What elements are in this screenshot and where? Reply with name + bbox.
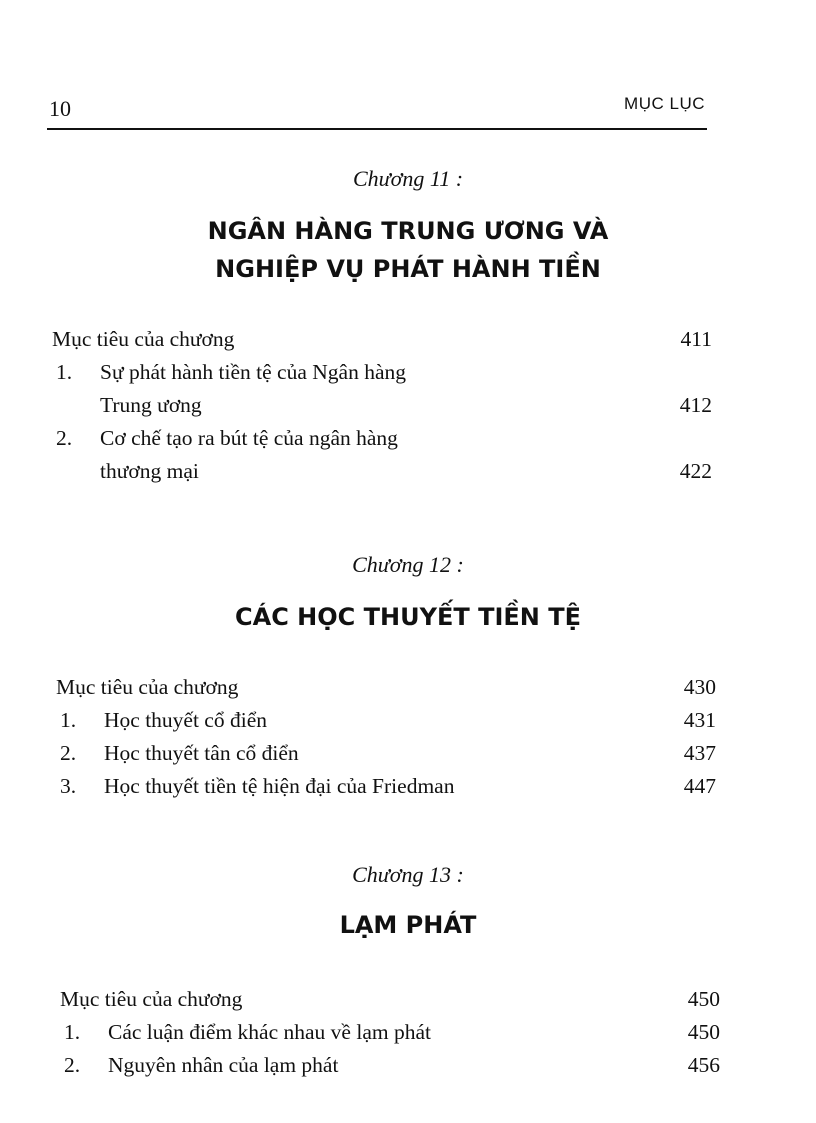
- toc-entry-page: 412: [679, 393, 712, 417]
- toc-entry-text: Nguyên nhân của lạm phát: [108, 1053, 339, 1077]
- chapter-11-label: Chương 11 :: [352, 166, 464, 191]
- chapter-11-title: [0, 212, 816, 288]
- toc-entry-text: Sự phát hành tiền tệ của Ngân hàng: [100, 360, 406, 384]
- toc-entry-text: Học thuyết tiền tệ hiện đại của Friedman: [104, 774, 455, 798]
- toc-entry-page: 450: [687, 1020, 720, 1044]
- toc-entry-text: thương mại: [100, 459, 199, 483]
- toc-entry-number: 3.: [60, 774, 77, 798]
- toc-entry-text: Mục tiêu của chương: [52, 327, 235, 351]
- toc-entry-text: Học thuyết cổ điển: [104, 708, 267, 732]
- toc-entry-text: Trung ương: [100, 393, 202, 417]
- chapter-13-label: Chương 13 :: [352, 862, 464, 887]
- running-title: MỤC LỤC: [624, 94, 705, 113]
- chapter-11-title-line-1: NGÂN HÀNG TRUNG ƯƠNG VÀ: [207, 217, 609, 245]
- toc-entry-page: 437: [683, 741, 716, 765]
- toc-entry-number: 1.: [64, 1020, 81, 1044]
- toc-entry[interactable]: [52, 356, 712, 389]
- chapter-12-title: [0, 598, 816, 636]
- toc-entry-text: Học thuyết tân cổ điển: [104, 741, 299, 765]
- toc-entry-page: 422: [679, 459, 712, 483]
- toc-entry[interactable]: [56, 704, 716, 737]
- toc-entry-page: 447: [683, 774, 716, 798]
- toc-entry-number: 2.: [56, 426, 73, 450]
- toc-entry[interactable]: [56, 737, 716, 770]
- toc-entry-text: Mục tiêu của chương: [60, 987, 243, 1011]
- toc-entry-text: Cơ chế tạo ra bút tệ của ngân hàng: [100, 426, 398, 450]
- toc-entry-text: Các luận điểm khác nhau về lạm phát: [108, 1020, 431, 1044]
- toc-entry[interactable]: [52, 422, 712, 455]
- toc-entry[interactable]: [56, 671, 716, 704]
- toc-entry-page: 431: [683, 708, 716, 732]
- chapter-12-label: Chương 12 :: [352, 552, 464, 577]
- toc-entry-continuation[interactable]: [52, 389, 712, 422]
- toc-entry[interactable]: [52, 323, 712, 356]
- toc-entry-page: 430: [683, 675, 716, 699]
- chapter-13-title-line-1: LẠM PHÁT: [339, 911, 477, 939]
- toc-entry-page: 456: [687, 1053, 720, 1077]
- toc-entry-number: 1.: [56, 360, 73, 384]
- chapter-11-title-line-2: NGHIỆP VỤ PHÁT HÀNH TIỀN: [215, 255, 601, 283]
- toc-entry[interactable]: [60, 1016, 720, 1049]
- toc-entry-continuation[interactable]: [52, 455, 712, 488]
- toc-entry[interactable]: [56, 770, 716, 803]
- page-number: 10: [49, 96, 71, 121]
- chapter-12-title-line-1: CÁC HỌC THUYẾT TIỀN TỆ: [235, 603, 581, 631]
- toc-entry-page: 450: [687, 987, 720, 1011]
- chapter-12-toc: [56, 671, 716, 803]
- toc-entry[interactable]: [60, 983, 720, 1016]
- page-header: [47, 92, 707, 130]
- toc-entry-page: 411: [680, 327, 712, 351]
- toc-entry-text: Mục tiêu của chương: [56, 675, 239, 699]
- toc-entry-number: 1.: [60, 708, 77, 732]
- toc-entry-number: 2.: [64, 1053, 81, 1077]
- chapter-11-toc: [52, 323, 712, 488]
- toc-entry[interactable]: [60, 1049, 720, 1082]
- chapter-13-title: [0, 906, 816, 944]
- chapter-13-toc: [60, 983, 720, 1082]
- toc-entry-number: 2.: [60, 741, 77, 765]
